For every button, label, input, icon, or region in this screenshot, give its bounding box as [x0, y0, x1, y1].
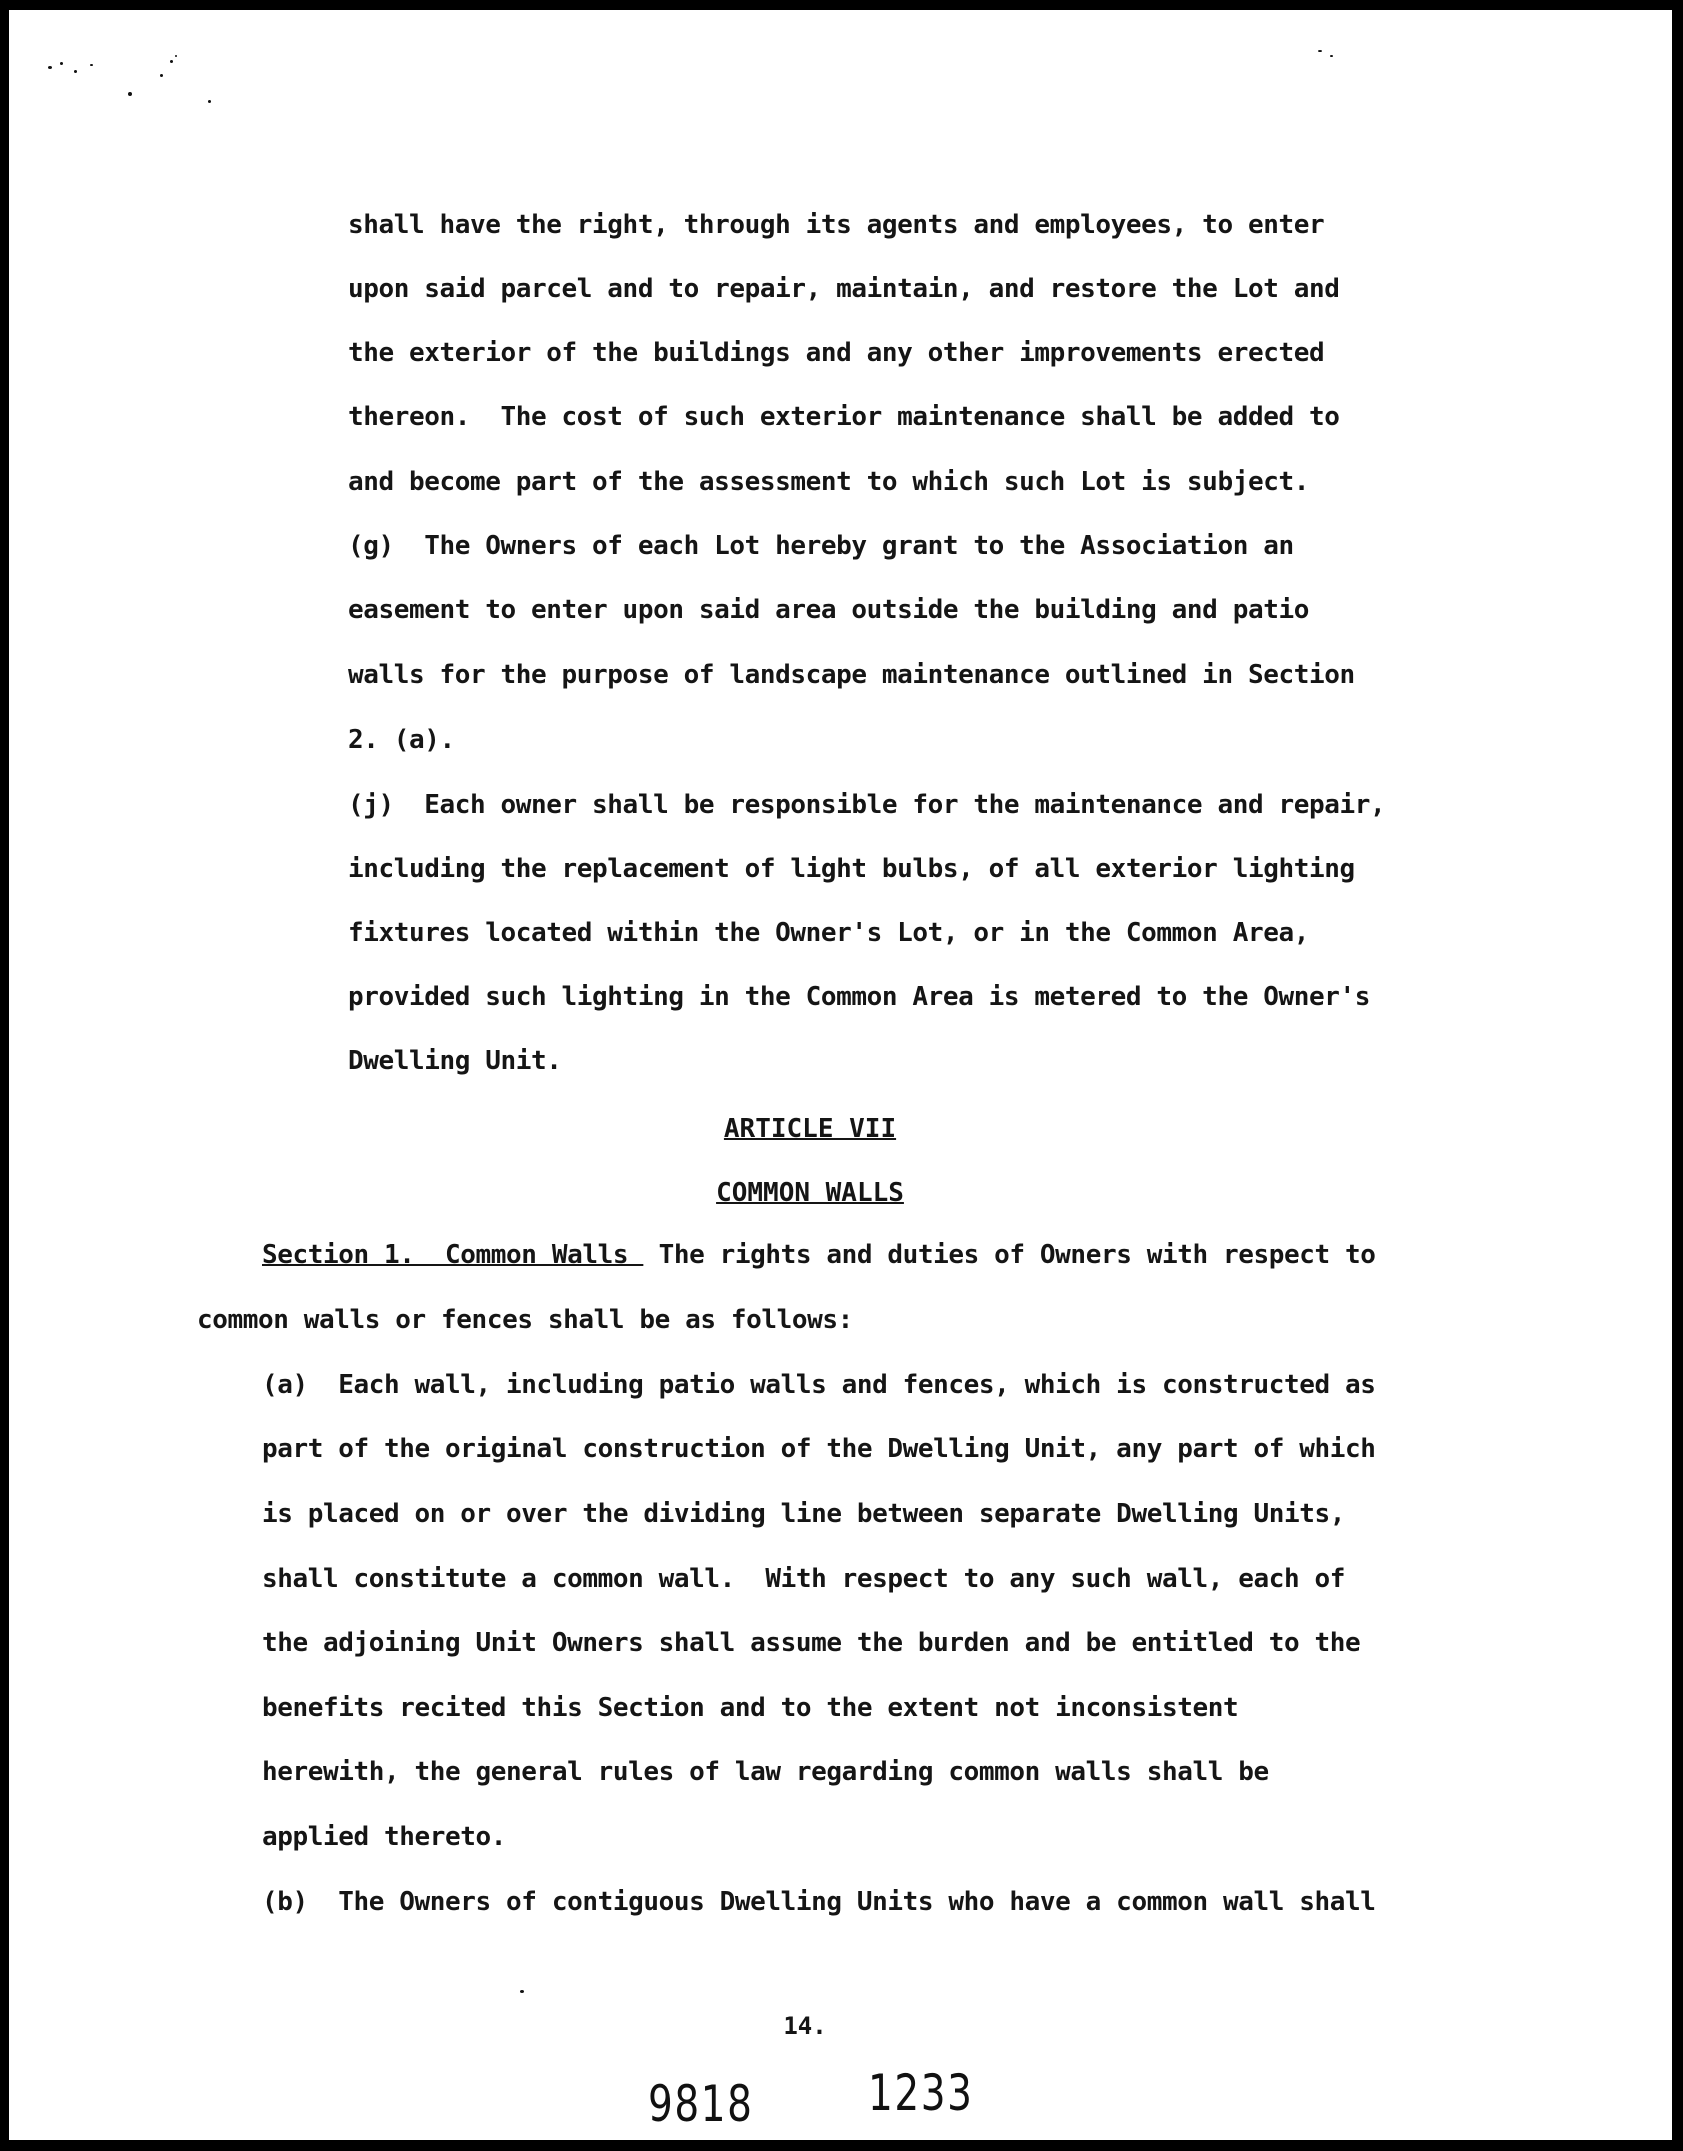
stamp-number-left: 9818 [648, 2075, 754, 2133]
text-line: walls for the purpose of landscape maintenance outlined in Section [348, 660, 1355, 690]
text-line: benefits recited this Section and to the extent not inconsistent [262, 1693, 1239, 1723]
text-line: shall constitute a common wall. With respect to any such wall, each of [262, 1564, 1345, 1594]
scan-speck [1318, 50, 1322, 52]
scan-speck [520, 1990, 524, 1993]
text-line: including the replacement of light bulbs, of all exterior lighting [348, 854, 1355, 884]
text-line: herewith, the general rules of law regarding common walls shall be [262, 1757, 1269, 1787]
section-intro-text: The rights and duties of Owners with respect to [643, 1240, 1376, 1270]
text-line: is placed on or over the dividing line between separate Dwelling Units, [262, 1499, 1345, 1529]
article-subtitle: COMMON WALLS [716, 1178, 904, 1208]
text-line: the adjoining Unit Owners shall assume the burden and be entitled to the [262, 1628, 1361, 1658]
text-line: shall have the right, through its agents and employees, to enter [348, 210, 1325, 240]
text-line: the exterior of the buildings and any other improvements erected [348, 338, 1325, 368]
scan-speck [1330, 55, 1333, 57]
text-line: fixtures located within the Owner's Lot, or in the Common Area, [348, 918, 1309, 948]
text-line: (a) Each wall, including patio walls and fences, which is constructed as [262, 1370, 1376, 1400]
text-line: applied thereto. [262, 1822, 507, 1852]
text-line: (j) Each owner shall be responsible for the maintenance and repair, [348, 790, 1386, 820]
scan-speck [208, 100, 211, 103]
text-line: thereon. The cost of such exterior maintenance shall be added to [348, 402, 1340, 432]
scan-speck [60, 62, 63, 65]
text-line: Dwelling Unit. [348, 1046, 562, 1076]
text-line: easement to enter upon said area outside the building and patio [348, 595, 1309, 625]
scan-speck [74, 70, 77, 73]
section-heading: Section 1. Common Walls [262, 1240, 644, 1270]
section-intro [262, 1240, 1376, 1270]
scan-speck [160, 74, 163, 77]
text-line: upon said parcel and to repair, maintain, and restore the Lot and [348, 274, 1340, 304]
scan-speck [175, 55, 177, 57]
scan-speck [128, 92, 132, 96]
page-number: 14. [783, 2012, 827, 2040]
text-line: provided such lighting in the Common Area is metered to the Owner's [348, 982, 1370, 1012]
scan-speck [170, 60, 173, 63]
scan-speck [48, 66, 52, 69]
stamp-number-right: 1233 [868, 2064, 974, 2122]
scan-speck [90, 64, 93, 66]
section-intro-line2: common walls or fences shall be as follows: [197, 1305, 853, 1335]
text-line: and become part of the assessment to which such Lot is subject. [348, 467, 1309, 497]
text-line: part of the original construction of the Dwelling Unit, any part of which [262, 1434, 1376, 1464]
text-line: 2. (a). [348, 725, 455, 755]
text-line: (b) The Owners of contiguous Dwelling Units who have a common wall shall [262, 1887, 1376, 1917]
article-title: ARTICLE VII [723, 1114, 897, 1144]
text-line: (g) The Owners of each Lot hereby grant to the Association an [348, 531, 1294, 561]
